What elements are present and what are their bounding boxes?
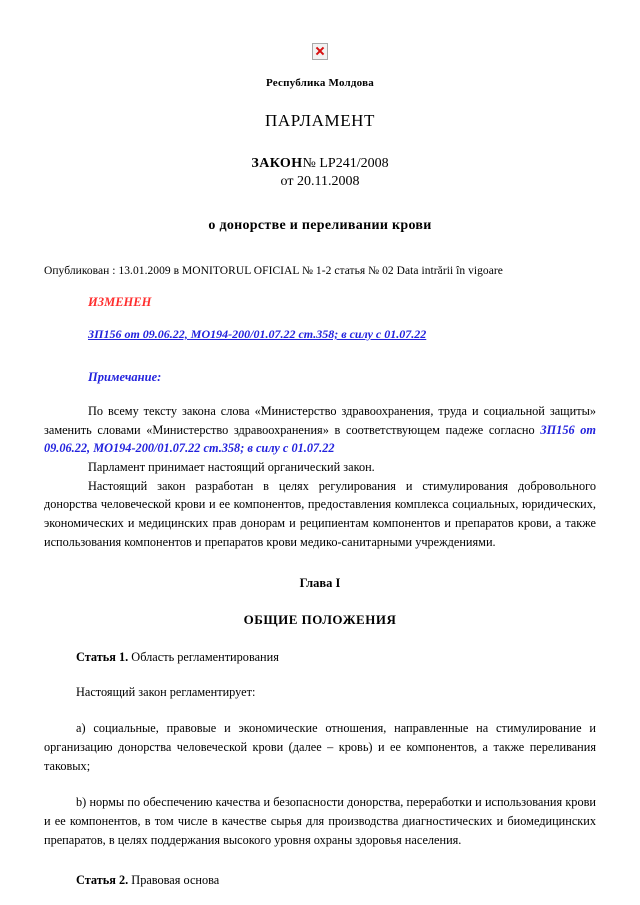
law-label: ЗАКОН: [251, 156, 303, 171]
article-1-number: Статья 1.: [76, 649, 129, 664]
paragraph-parliament-adopts: Парламент принимает настоящий органический закон.: [88, 460, 375, 475]
broken-image-icon: [312, 43, 328, 60]
article-1-title: Область регламентирования: [128, 649, 279, 664]
article-1-item-a: a) социальные, правовые и экономические отношения, направленные на стимулирование и организацию донорства человеческой крови (далее – кровь) и ее компонентов, а также переливания таковых;: [44, 721, 596, 773]
amendment-link-row: [88, 327, 596, 342]
article-2-number: Статья 2.: [76, 873, 129, 888]
article-1-heading: [44, 650, 596, 665]
law-date: от 20.11.2008: [280, 174, 360, 189]
chapter-heading: Глава I: [299, 575, 341, 590]
note-body: [44, 402, 596, 458]
coat-of-arms-image-container: [44, 0, 596, 68]
note-text: По всему тексту закона слова «Министерство здравоохранения, труда и социальной защиты» заменить словами «Министерство здравоохранения» в соответствующем падеже согласно: [44, 404, 596, 437]
note-label: Примечание:: [88, 370, 162, 384]
chapter-title: ОБЩИЕ ПОЛОЖЕНИЯ: [243, 611, 397, 627]
published-line: Опубликован : 13.01.2009 в MONITORUL OFICIAL № 1-2 статья № 02 Data intrării în vigoare: [44, 265, 503, 277]
status-badge-amended: ИЗМЕНЕН: [88, 295, 152, 309]
amendment-link[interactable]: ЗП156 от 09.06.22, MO194-200/01.07.22 ст.358; в силу с 01.07.22: [88, 327, 427, 341]
parliament-heading: ПАРЛАМЕНТ: [264, 111, 376, 130]
paragraph-scope: Настоящий закон разработан в целях регулирования и стимулирования добровольного донорства человеческой крови и ее компонентов, предоставления комплекса социальных, юридических, экономических и медицинских прав донорам и реципиентам компонентов и препаратов крови, а также использования компонентов и препаратов крови медико-санитарными учреждениями.: [44, 478, 596, 549]
page-title: о донорстве и переливании крови: [208, 218, 432, 233]
law-number: № LP241/2008: [302, 156, 389, 171]
article-1-lead: Настоящий закон регламентирует:: [76, 684, 256, 699]
republic-heading: Республика Молдова: [266, 77, 374, 89]
article-2-title: Правовая основа: [128, 873, 220, 888]
note-reference-link[interactable]: ЗП156 от 09.06.22, MO194-200/01.07.22 ст.358; в силу с 01.07.22: [44, 422, 596, 456]
article-1-item-b: b) нормы по обеспечению качества и безопасности донорства, переработки и использования крови и ее компонентов, в том числе в качестве сырья для производства диагностических и биомедицинских препаратов, в целях поддержания высокого уровня охраны здоровья населения.: [44, 795, 596, 847]
law-number-line: [44, 156, 596, 172]
article-2-heading: [44, 873, 596, 888]
